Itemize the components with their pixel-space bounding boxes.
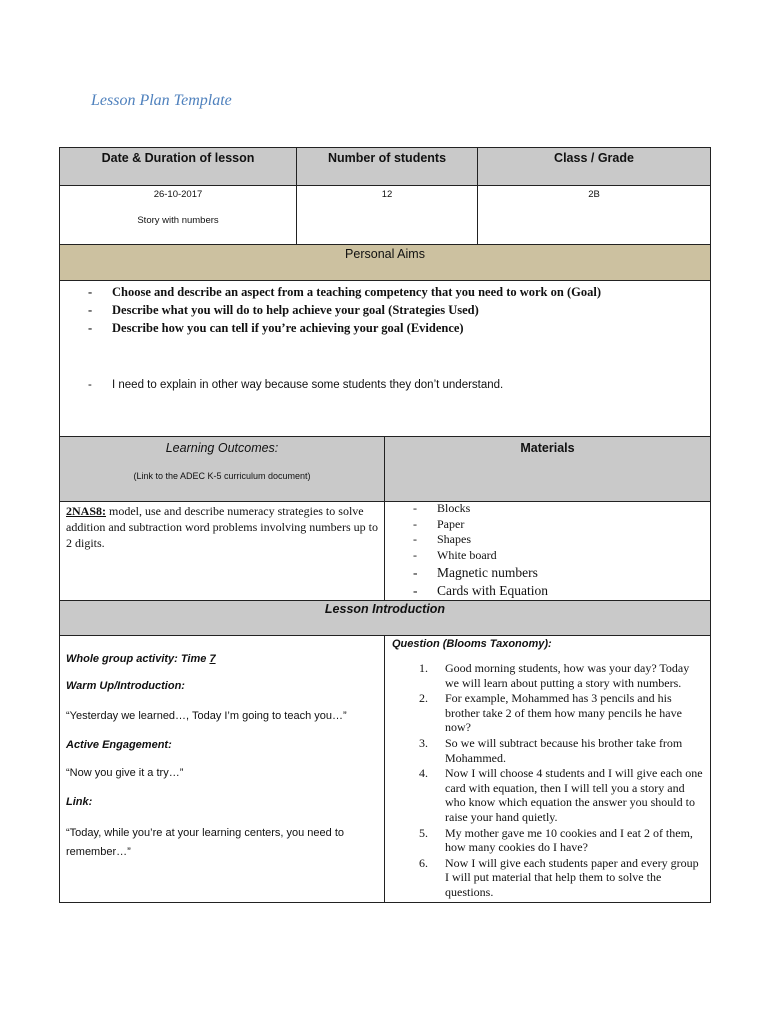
- learning-outcome-text: [60, 502, 384, 551]
- aims-note-list: [60, 379, 710, 391]
- questions-heading: Question (Blooms Taxonomy):: [392, 638, 552, 650]
- header-date-duration: Date & Duration of lesson: [60, 148, 297, 186]
- header-number-of-students: Number of students: [297, 148, 478, 186]
- lesson-plan-table: [59, 147, 711, 903]
- question-item: 6. Now I will give each students paper and every group I will put material that help them to solve the questions.: [419, 855, 699, 899]
- class-grade: 2B: [588, 189, 600, 200]
- link-quote: “Today, while you’re at your learning centers, you need to remember…”: [66, 827, 345, 858]
- outcome-code: 2NAS8:: [66, 504, 107, 518]
- questions-cell: [385, 636, 711, 903]
- lesson-topic: Story with numbers: [137, 215, 219, 226]
- engagement-quote: “Now you give it a try…”: [66, 767, 184, 779]
- learning-outcomes-heading-cell: [60, 437, 385, 502]
- materials-list: [385, 501, 710, 600]
- active-engagement-heading: Active Engagement:: [66, 739, 172, 751]
- material-item: - White board: [385, 548, 710, 564]
- learning-outcomes-heading: Learning Outcomes:: [165, 441, 279, 455]
- curriculum-link-note: (Link to the ADEC K-5 curriculum document): [133, 471, 311, 481]
- personal-aims-heading: Personal Aims: [60, 245, 711, 281]
- aims-note: - I need to explain in other way because some students they don’t understand.: [60, 379, 710, 391]
- material-item: - Blocks: [385, 501, 710, 517]
- activity-time: 7: [209, 653, 216, 665]
- grade-cell: [478, 186, 711, 245]
- question-item: 4. Now I will choose 4 students and I will give each one card with equation, then I will tell you a story and who know which equation the answer you should to raise your hand quietly.: [419, 766, 703, 824]
- header-class-grade: Class / Grade: [478, 148, 711, 186]
- students-cell: [297, 186, 478, 245]
- aims-list: [60, 283, 710, 337]
- outcome-description: model, use and describe numeracy strategies to solve addition and subtraction word problems involving numbers up to 2 digits.: [66, 504, 378, 550]
- materials-heading: Materials: [520, 441, 575, 455]
- learning-outcomes-cell: [60, 502, 385, 601]
- warmup-quote: “Yesterday we learned…, Today I’m going to teach you…”: [66, 710, 347, 722]
- questions-list: [389, 661, 704, 900]
- material-item: - Paper: [385, 517, 710, 533]
- info-row: [60, 186, 711, 245]
- link-heading: Link:: [66, 796, 93, 808]
- aim-item: - Describe what you will do to help achieve your goal (Strategies Used): [60, 301, 710, 319]
- warmup-heading: Warm Up/Introduction:: [66, 680, 185, 692]
- students-count: 12: [381, 189, 393, 200]
- material-item: - Cards with Equation: [385, 582, 710, 600]
- personal-aims-cell: [60, 281, 711, 437]
- materials-cell: [385, 502, 711, 601]
- whole-group-activity: [66, 653, 378, 665]
- materials-heading-cell: [385, 437, 711, 502]
- header-row: [60, 148, 711, 186]
- lesson-date: 26-10-2017: [153, 189, 203, 200]
- aim-item: - Choose and describe an aspect from a teaching competency that you need to work on (Goal): [60, 283, 710, 301]
- whole-group-cell: [60, 636, 385, 903]
- question-item: 5. My mother gave me 10 cookies and I eat 2 of them, how many cookies do I have?: [419, 825, 693, 855]
- document-title: Lesson Plan Template: [91, 92, 232, 109]
- material-item: - Shapes: [385, 532, 710, 548]
- date-cell: [60, 186, 297, 245]
- material-item: - Magnetic numbers: [385, 564, 710, 582]
- aim-item: - Describe how you can tell if you’re achieving your goal (Evidence): [60, 319, 710, 337]
- question-item: 2. For example, Mohammed has 3 pencils and his brother take 2 of them how many pencils he have now?: [419, 691, 682, 735]
- question-item: 1. Good morning students, how was your day? Today we will learn about putting a story with numbers.: [419, 661, 690, 690]
- lesson-introduction-heading: Lesson Introduction: [60, 601, 711, 636]
- question-item: 3. So we will subtract because his brother take from Mohammed.: [419, 735, 683, 765]
- whole-group-label: Whole group activity: Time: [66, 653, 210, 665]
